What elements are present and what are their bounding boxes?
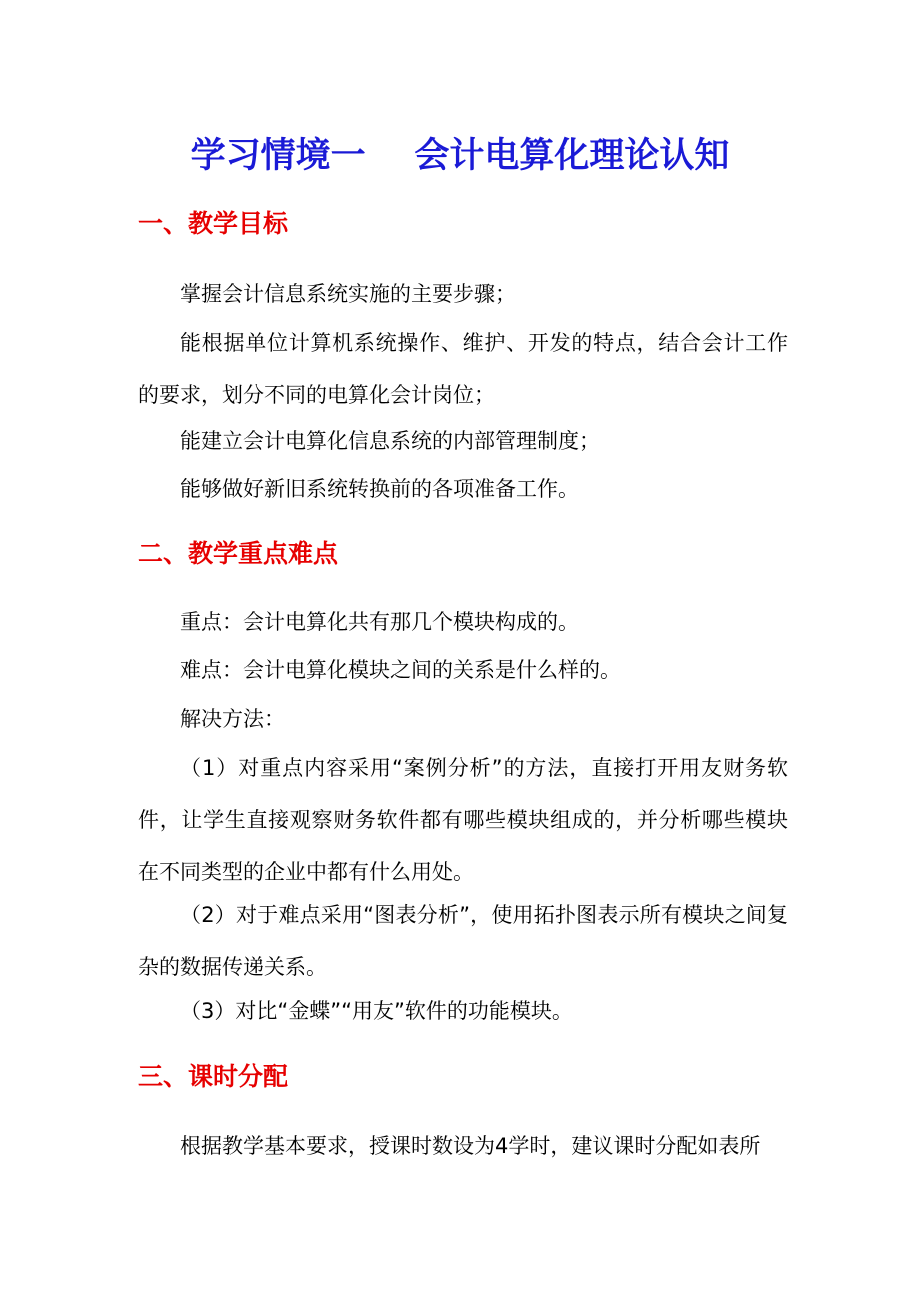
section-heading-key-difficult-points: 二、教学重点难点: [138, 539, 339, 568]
paragraph: 根据教学基本要求，授课时数设为4学时，建议课时分配如表所: [180, 1134, 761, 1158]
paragraph: 重点：会计电算化共有那几个模块构成的。: [180, 610, 579, 634]
paragraph: 能根据单位计算机系统操作、维护、开发的特点，结合会计工作的要求，划分不同的电算化会计岗位；: [138, 331, 788, 407]
paragraph: 解决方法：: [180, 707, 285, 731]
paragraph: 掌握会计信息系统实施的主要步骤；: [180, 282, 516, 306]
paragraph: （1）对重点内容采用“案例分析”的方法，直接打开用友财务软件，让学生直接观察财务软件都有哪些模块组成的，并分析哪些模块在不同类型的企业中都有什么用处。: [138, 756, 788, 884]
paragraph: 能够做好新旧系统转换前的各项准备工作。: [180, 477, 579, 501]
paragraph: （2）对于难点采用“图表分析”，使用拓扑图表示所有模块之间复杂的数据传递关系。: [138, 903, 788, 979]
document-title: 学习情境一 会计电算化理论认知: [190, 136, 730, 176]
section-heading-hour-allocation: 三、课时分配: [138, 1062, 289, 1091]
paragraph: （3）对比“金蝶”“用友”软件的功能模块。: [180, 999, 573, 1023]
paragraph: 难点：会计电算化模块之间的关系是什么样的。: [180, 658, 621, 682]
section-heading-teaching-goals: 一、教学目标: [138, 209, 289, 238]
paragraph: 能建立会计电算化信息系统的内部管理制度；: [180, 429, 600, 453]
